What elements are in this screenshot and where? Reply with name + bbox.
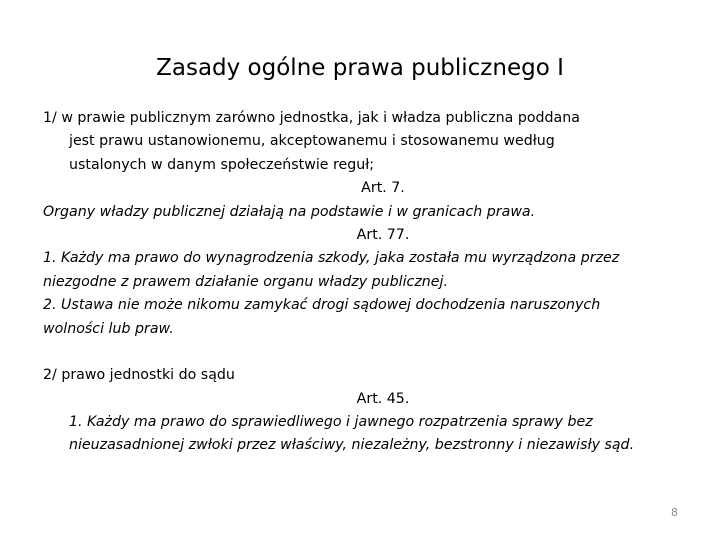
slide-body: [43, 107, 683, 458]
art77-line-1: 1. Każdy ma prawo do wynagrodzenia szkody, jaka została mu wyrządzona przez: [43, 250, 620, 267]
art7-heading: Art. 7.: [361, 180, 405, 197]
slide-title: Zasady ogólne prawa publicznego I: [156, 55, 564, 81]
art45-heading: Art. 45.: [356, 390, 410, 407]
art77-line-2: niezgodne z prawem działanie organu władzy publicznej.: [43, 273, 448, 290]
art45-line-1: 1. Każdy ma prawo do sprawiedliwego i jawnego rozpatrzenia sprawy bez: [69, 414, 593, 431]
art7-text: Organy władzy publicznej działają na podstawie i w granicach prawa.: [43, 203, 536, 220]
art77-heading: Art. 77.: [356, 226, 410, 243]
art77-line-3: 2. Ustawa nie może nikomu zamykać drogi sądowej dochodzenia naruszonych: [43, 297, 601, 314]
section1-line-3: ustalonych w danym społeczeństwie reguł;: [69, 156, 375, 173]
section1-line-2: jest prawu ustanowionemu, akceptowanemu i stosowanemu według: [69, 133, 555, 150]
art77-line-4: wolności lub praw.: [43, 320, 174, 337]
page-number: 8: [671, 506, 678, 519]
art45-line-2: nieuzasadnionej zwłoki przez właściwy, niezależny, bezstronny i niezawisły sąd.: [69, 437, 635, 454]
section2-heading: 2/ prawo jednostki do sądu: [43, 367, 235, 384]
spacer: [43, 341, 683, 364]
section1-line-1: 1/ w prawie publicznym zarówno jednostka, jak i władza publiczna poddana: [43, 110, 580, 126]
